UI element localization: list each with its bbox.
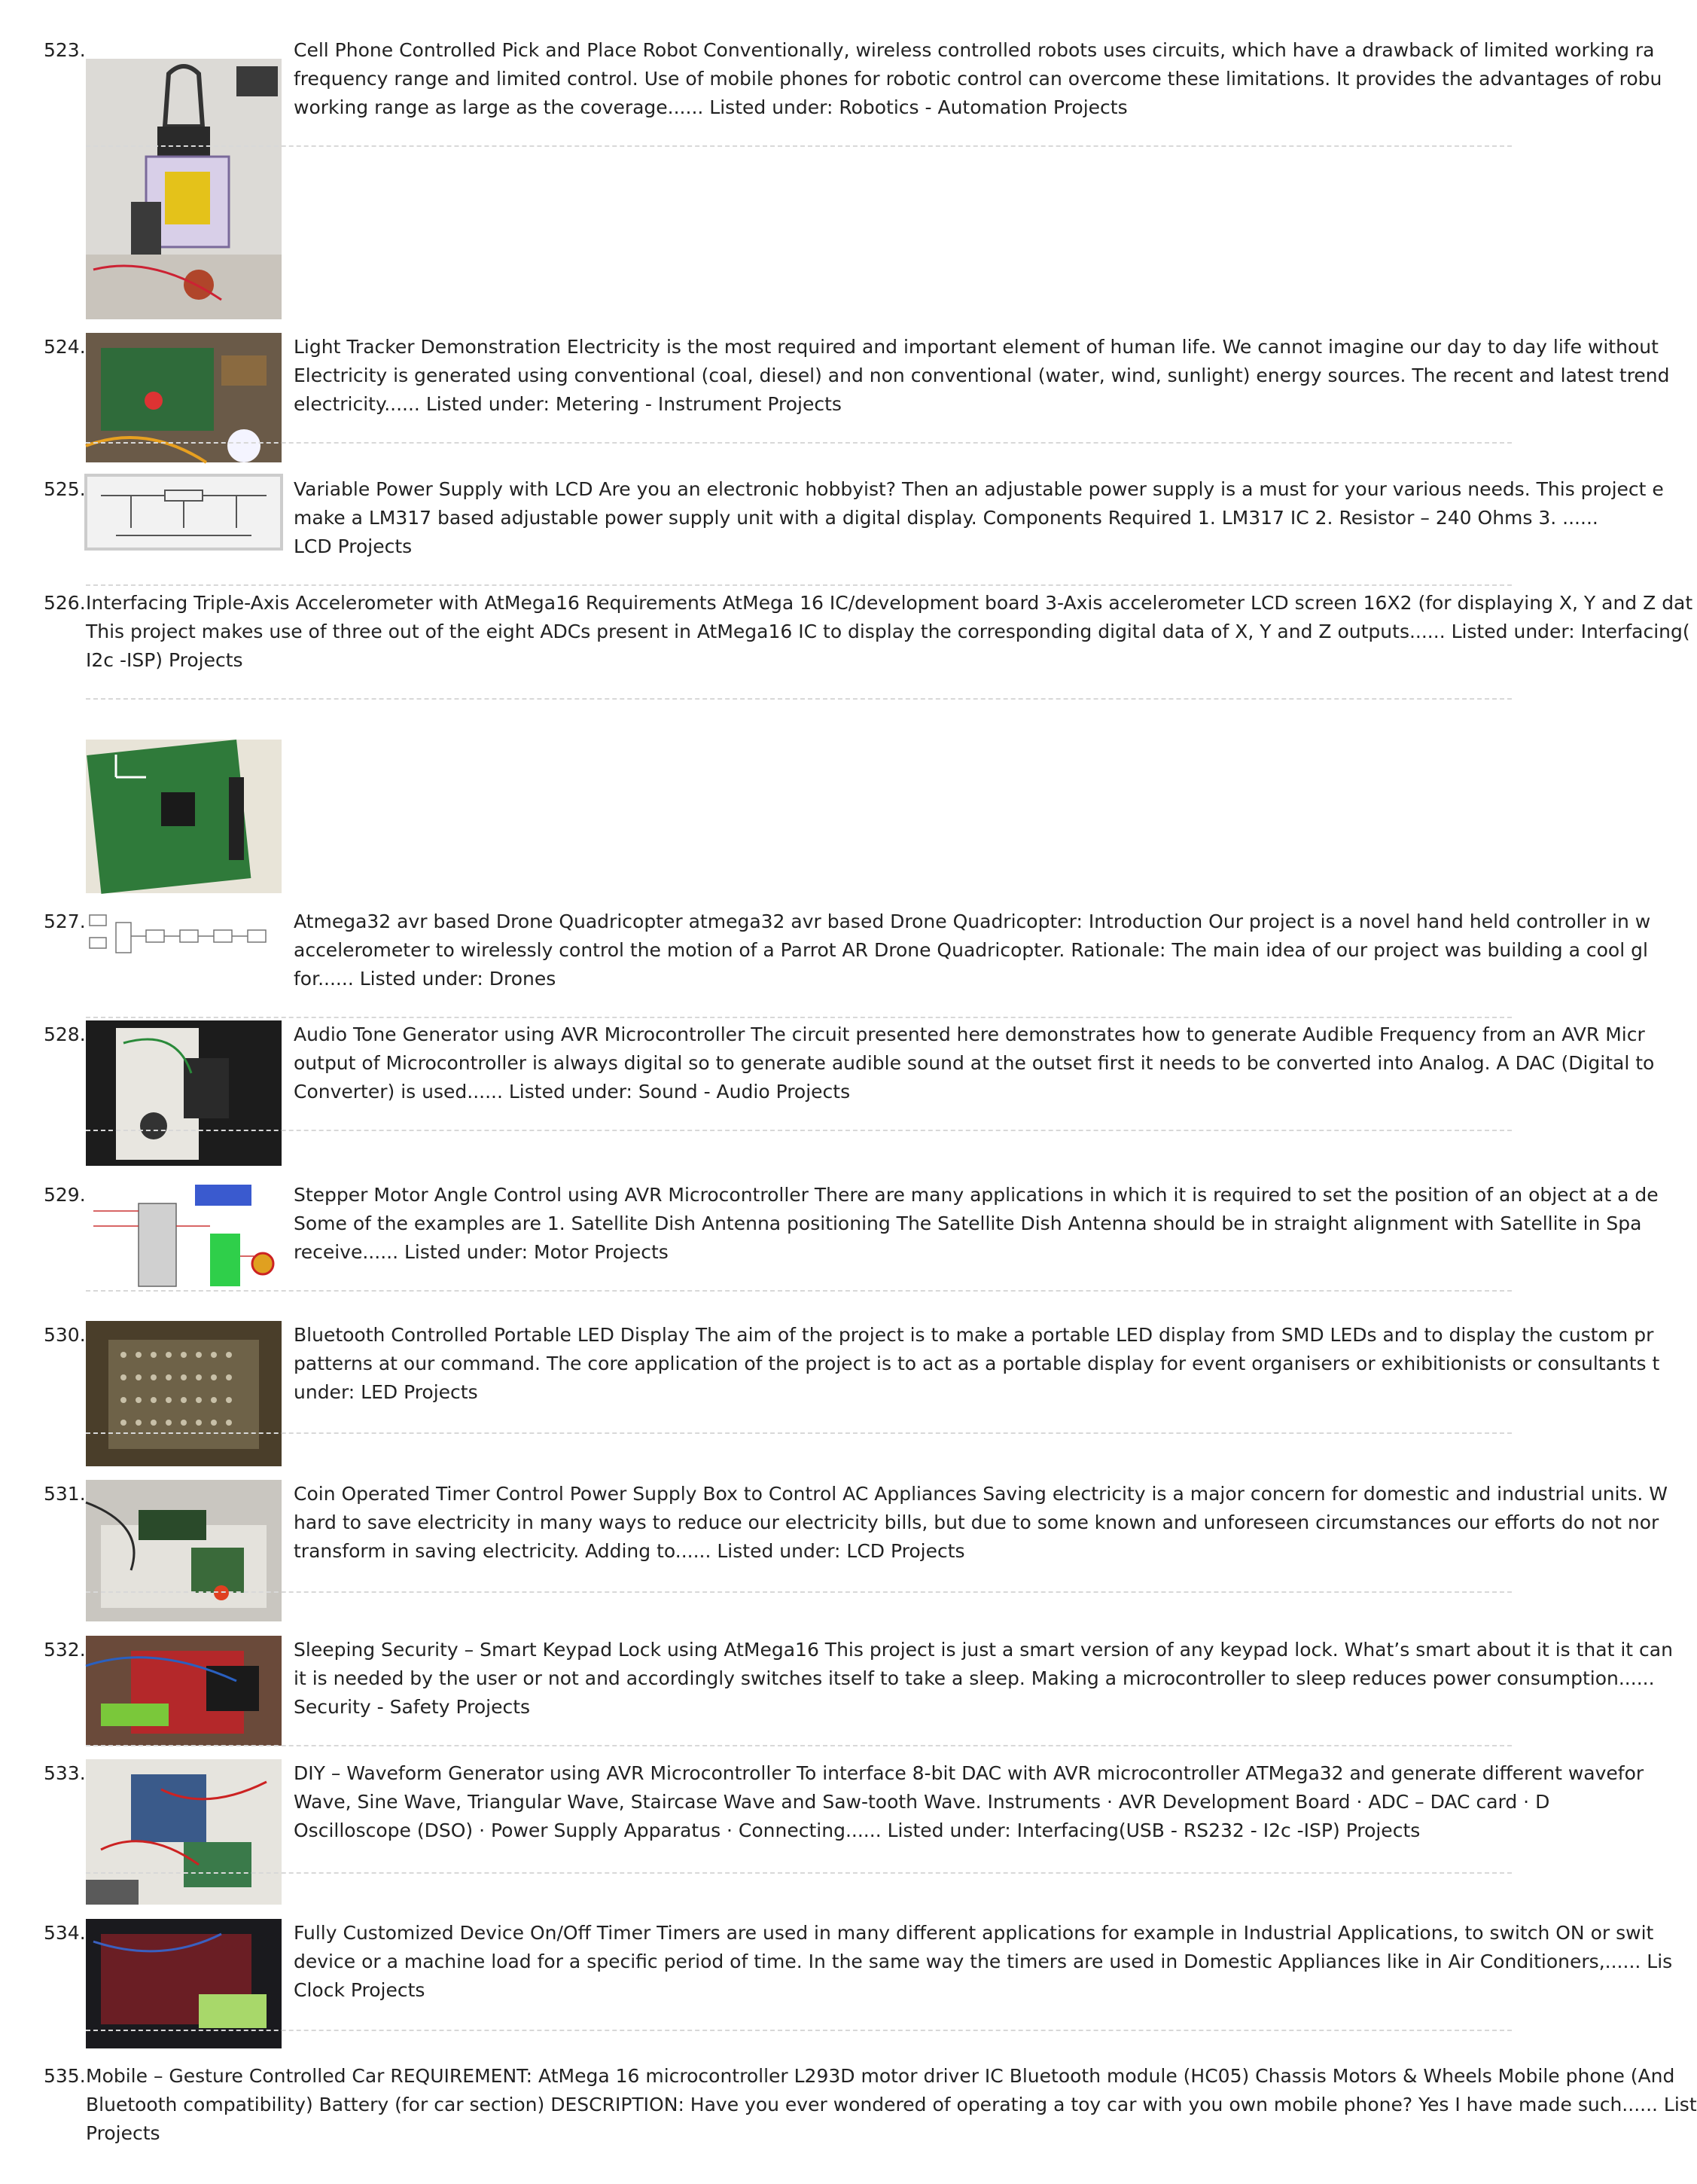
item-description[interactable]: Audio Tone Generator using AVR Microcontroller The circuit presented here demonstrates how to generate Audible Frequency from an AVR Micr output of Microcontroller is always digital so to generate audible sound at the outset first it needs to be converted into Analog. A DAC (Digital to Converter) is used...... Listed under: Sound - Audio Projects [294,1023,1655,1103]
item-number: 532. [44,1639,86,1661]
item-number: 530. [44,1324,86,1346]
item-number: 526. [44,592,86,614]
separator [86,2030,1512,2031]
item-number: 533. [44,1762,86,1784]
item-number: 535. [44,2065,86,2087]
keypad-lock-thumbnail[interactable] [86,1636,282,1746]
item-number: 529. [44,1184,86,1206]
schematic-thumbnail[interactable] [86,475,282,549]
item-description[interactable]: Sleeping Security – Smart Keypad Lock using AtMega16 This project is just a smart version of any keypad lock. What’s smart about it is that it can it is needed by the user or not and accordingly switches itself to take a sleep. Making a microcontroller to sleep reduces power consumption...... Security - Safety Projects [294,1639,1673,1718]
item-number: 527. [44,911,86,932]
separator [86,1017,1512,1018]
item-description[interactable]: Stepper Motor Angle Control using AVR Microcontroller There are many applications in which it is required to set the position of an object at a de Some of the examples are 1. Satellite Dish Antenna positioning The Satellite Dish Antenna should be in straight alignment with Satellite in Spa receive...... Listed under: Motor Projects [294,1184,1659,1263]
item-description[interactable]: Interfacing Triple-Axis Accelerometer with AtMega16 Requirements AtMega 16 IC/development board 3-Axis accelerometer LCD screen 16X2 (for displaying X, Y and Z dat This project makes use of three out of the eight ADCs present in AtMega16 IC to display the corresponding digital data of X, Y and Z outputs...... Listed under: Interfacing( I2c -ISP) Projects [86,592,1693,671]
coin-timer-thumbnail[interactable] [86,1480,282,1621]
item-number: 531. [44,1483,86,1505]
separator [86,698,1512,700]
item-description[interactable]: Light Tracker Demonstration Electricity is the most required and important element of human life. We cannot imagine our day to day life without Electricity is generated using conventional (coal, diesel) and non conventional (water, wind, sunlight) energy sources. The recent and latest trend electricity...... Listed under: Metering - Instrument Projects [294,336,1670,415]
item-description[interactable]: Cell Phone Controlled Pick and Place Robot Conventionally, wireless controlled robots uses circuits, which have a drawback of limited working ra frequency range and limited control. Use of mobile phones for robotic control can overcome these limitations. It provides the advantages of robu working range as large as the coverage...... Listed under: Robotics - Automation Projects [294,39,1662,118]
separator [86,1745,1512,1746]
waveform-generator-thumbnail[interactable] [86,1759,282,1905]
item-number: 524. [44,336,86,358]
item-description[interactable]: Mobile – Gesture Controlled Car REQUIREMENT: AtMega 16 microcontroller L293D motor driver IC Bluetooth module (HC05) Chassis Motors & Wheels Mobile phone (And Bluetooth compatibility) Battery (for car section) DESCRIPTION: Have you ever wondered of operating a toy car with you own mobile phone? Yes I have made such...... List Projects [86,2065,1697,2144]
led-display-thumbnail[interactable] [86,1321,282,1466]
item-description[interactable]: Coin Operated Timer Control Power Supply Box to Control AC Appliances Saving electricity is a major concern for domestic and industrial units. W hard to save electricity in many ways to reduce our electricity bills, but due to some known and unforeseen circumstances our efforts do not nor transform in saving electricity. Adding to...... Listed under: LCD Projects [294,1483,1668,1562]
separator [86,584,1512,586]
separator [86,1591,1512,1593]
item-description[interactable]: Bluetooth Controlled Portable LED Display The aim of the project is to make a portable LED display from SMD LEDs and to display the custom pr patterns at our command. The core application of the project is to act as a portable display for event organisers or exhibitionists or consultants t under: LED Projects [294,1324,1660,1403]
item-number: 523. [44,39,86,61]
separator [86,1290,1512,1292]
item-number: 525. [44,478,86,500]
separator [86,1432,1512,1434]
item-description[interactable]: Variable Power Supply with LCD Are you an electronic hobbyist? Then an adjustable power supply is a must for your various needs. This project e make a LM317 based adjustable power supply unit with a digital display. Components Required 1. LM317 IC 2. Resistor – 240 Ohms 3. ...... LCD Projects [294,478,1664,557]
item-description[interactable]: Fully Customized Device On/Off Timer Timers are used in many different applications for example in Industrial Applications, to switch ON or swit device or a machine load for a specific period of time. In the same way the timers are used in Domestic Appliances like in Air Conditioners,...... Lis Clock Projects [294,1922,1673,2001]
item-description[interactable]: Atmega32 avr based Drone Quadricopter atmega32 avr based Drone Quadricopter: Introduction Our project is a novel hand held controller in w accelerometer to wirelessly control the motion of a Parrot AR Drone Quadricopter. Rationale: The main idea of our project was building a cool gl for...... Listed under: Drones [294,911,1651,990]
block-diagram-thumbnail[interactable] [86,907,282,974]
item-description[interactable]: DIY – Waveform Generator using AVR Microcontroller To interface 8-bit DAC with AVR microcontroller ATMega32 and generate different wavefor Wave, Sine Wave, Triangular Wave, Staircase Wave and Saw-tooth Wave. Instruments · AVR Development Board · ADC – DAC card · D Oscilloscope (DSO) · Power Supply Apparatus · Connecting...... Listed under: Interfacing(USB - RS232 - I2c -ISP) Projects [294,1762,1644,1841]
item-number: 534. [44,1922,86,1944]
separator [86,145,1512,147]
audio-tone-thumbnail[interactable] [86,1020,282,1166]
accelerometer-thumbnail[interactable] [86,740,282,893]
robot-thumbnail[interactable] [86,59,282,319]
separator [86,442,1512,444]
separator [86,1872,1512,1874]
separator [86,1130,1512,1131]
item-number: 528. [44,1023,86,1045]
